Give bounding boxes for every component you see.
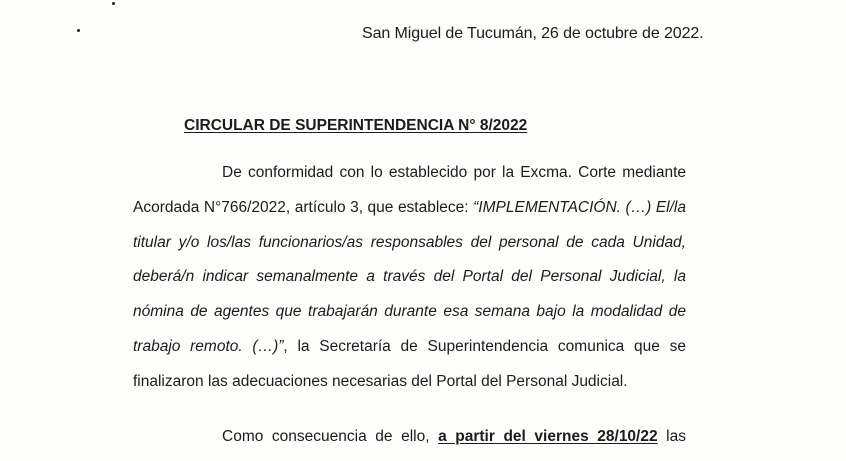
circular-title: CIRCULAR DE SUPERINTENDENCIA N° 8/2022 [184, 117, 528, 134]
scan-speck [77, 29, 80, 32]
effective-date-emphasis: a partir del viernes 28/10/22 [438, 428, 658, 445]
acordada-quote: “IMPLEMENTACIÓN. (…) El/la titular y/o los/las funcionarios/as responsables del personal de cada Unidad, deberá/n indicar semanalmente a través del Portal del Personal Judicial, la nómina de agentes que trabajarán durante esa semana bajo la modalidad de trabajo remoto. (…)” [133, 198, 686, 355]
paragraph-2-text-b: las [657, 428, 686, 445]
date-line: San Miguel de Tucumán, 26 de octubre de 2022. [362, 25, 704, 42]
scan-speck [112, 2, 115, 5]
paragraph-1-text-a: De conformidad con lo establecido por la Excma. Corte mediante Acordada N°766/2022, artículo 3, que establece: [133, 164, 686, 216]
paragraph-1 [133, 156, 686, 400]
paragraph-1-text-b: , la Secretaría de Superintendencia comunica que se finalizaron las adecuaciones necesarias del Portal del Personal Judicial. [133, 337, 686, 390]
paragraph-2-text-a: Como consecuencia de ello, [222, 428, 439, 445]
paragraph-2 [133, 420, 686, 455]
